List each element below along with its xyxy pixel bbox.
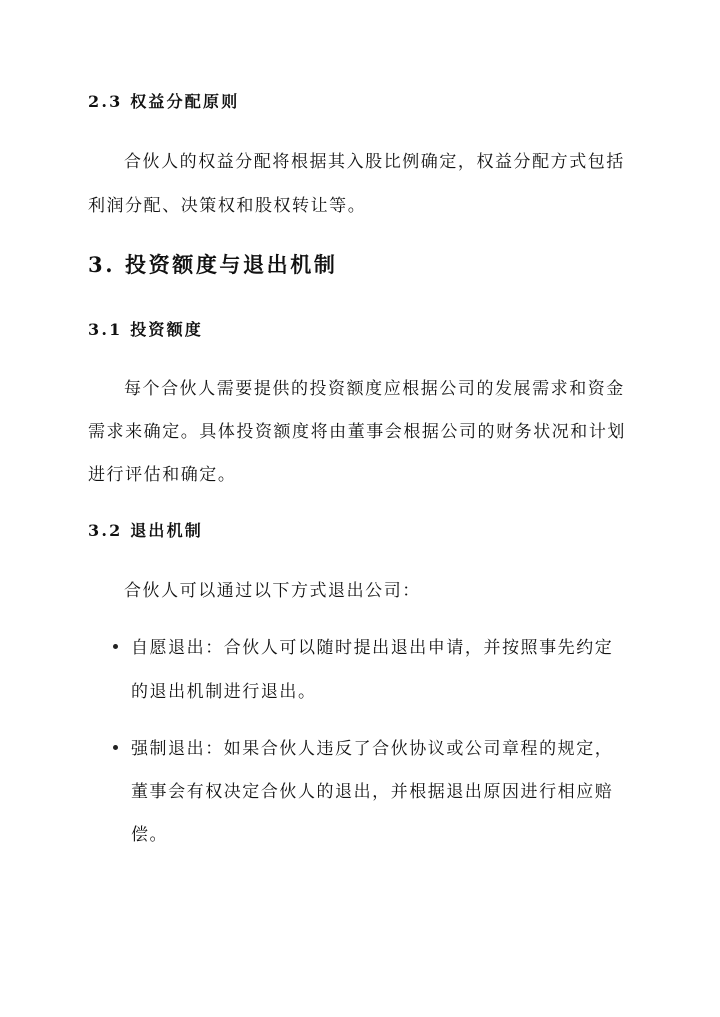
bullet-2-line-1: 强制退出：如果合伙人违反了合伙协议或公司章程的规定，: [131, 739, 614, 759]
paragraph-2-3-line-1: 合伙人的权益分配将根据其入股比例确定，权益分配方式包括: [124, 152, 625, 172]
bullet-dot-icon: [113, 745, 118, 750]
paragraph-3-2-intro: 合伙人可以通过以下方式退出公司：: [124, 581, 421, 601]
paragraph-3-1-line-1: 每个合伙人需要提供的投资额度应根据公司的发展需求和资金: [124, 379, 625, 399]
paragraph-2-3-line-2: 利润分配、决策权和股权转让等。: [88, 196, 367, 216]
bullet-2-line-2: 董事会有权决定合伙人的退出，并根据退出原因进行相应赔: [131, 782, 614, 802]
section-heading-3-2: 3.2 退出机制: [88, 521, 204, 540]
paragraph-3-1-line-2: 需求来确定。具体投资额度将由董事会根据公司的财务状况和计划: [88, 422, 626, 442]
paragraph-3-1-line-3: 进行评估和确定。: [88, 465, 237, 485]
bullet-2-line-3: 偿。: [131, 825, 169, 845]
bullet-dot-icon: [113, 644, 118, 649]
section-heading-3: 3. 投资额度与退出机制: [88, 252, 338, 277]
section-heading-2-3: 2.3 权益分配原则: [88, 92, 240, 111]
bullet-1-line-2: 的退出机制进行退出。: [131, 682, 317, 702]
section-heading-3-1: 3.1 投资额度: [88, 320, 204, 339]
bullet-1-line-1: 自愿退出：合伙人可以随时提出退出申请，并按照事先约定: [131, 638, 614, 658]
